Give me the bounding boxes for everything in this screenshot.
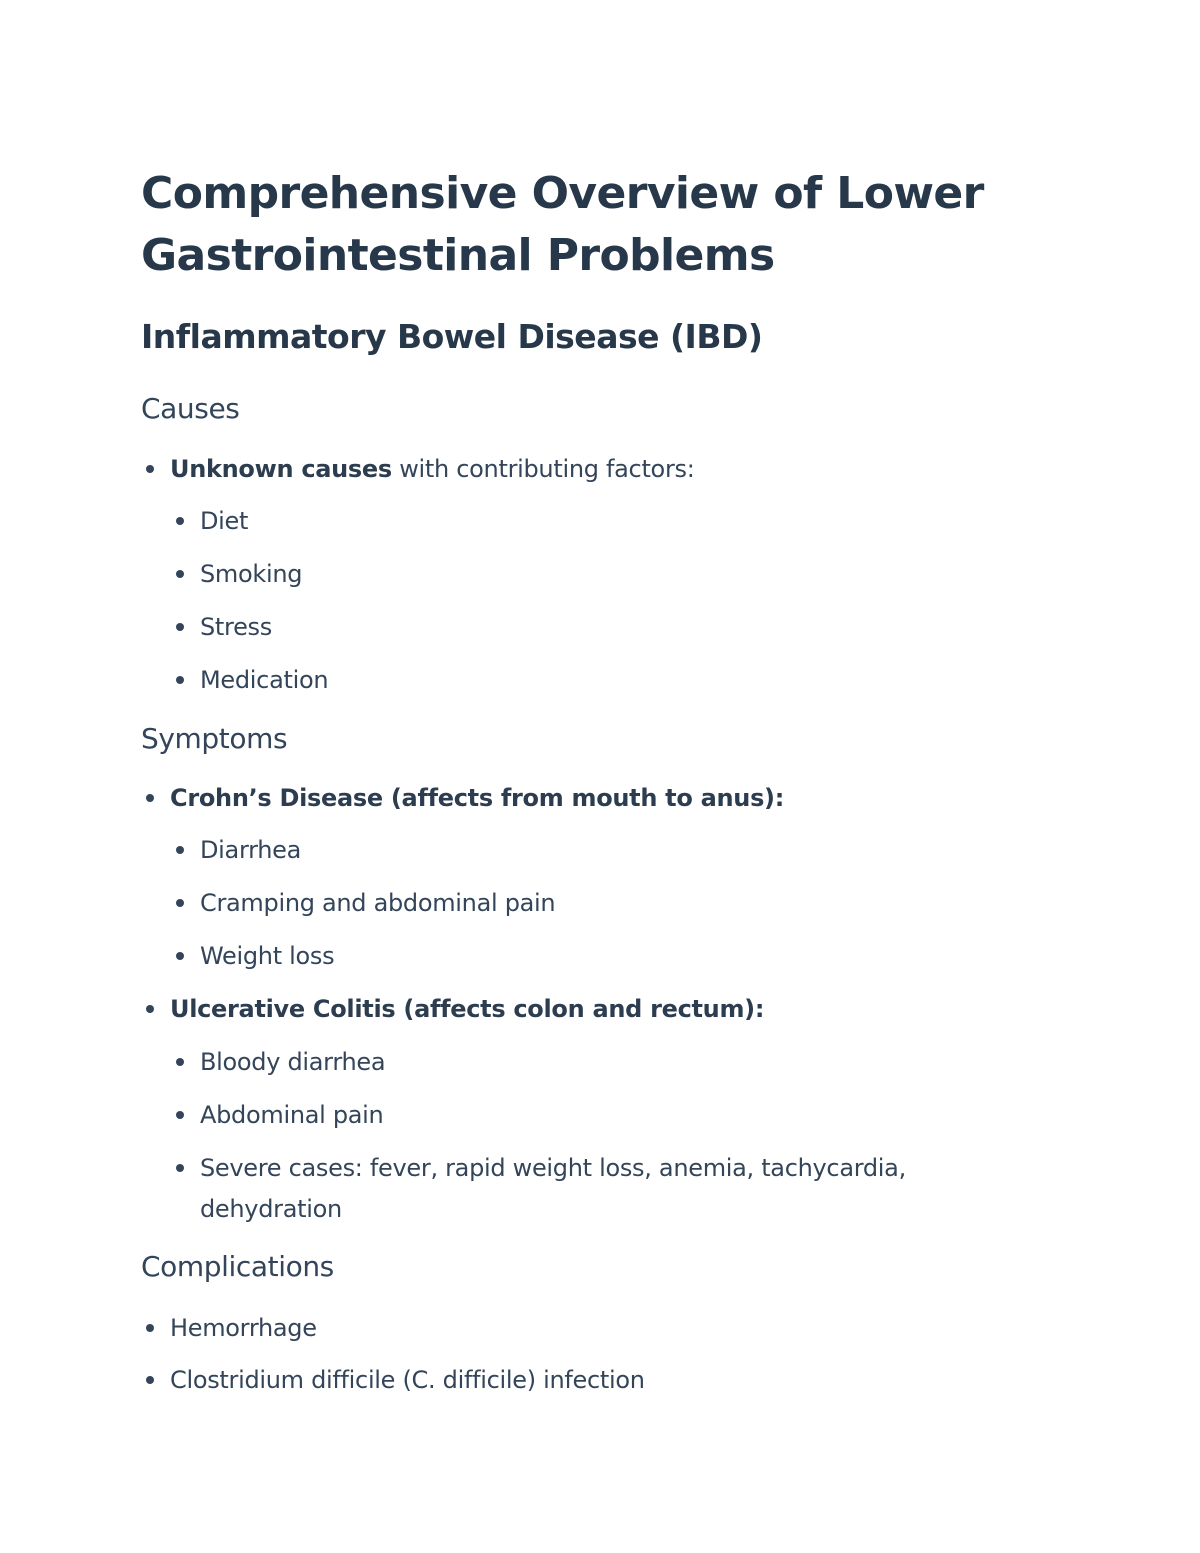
list-item-crohns (170, 778, 784, 819)
bullet-icon (176, 676, 184, 684)
list-item (200, 830, 301, 871)
crohns-symptom: Cramping and abdominal pain (200, 889, 556, 917)
unknown-causes-bold: Unknown causes (170, 455, 392, 483)
bullet-icon (176, 846, 184, 854)
list-item-unknown-causes (170, 449, 695, 490)
bullet-icon (176, 1058, 184, 1066)
list-item (170, 1308, 317, 1349)
list-item (200, 501, 248, 542)
list-item (200, 1095, 383, 1136)
uc-symptom: Severe cases: fever, rapid weight loss, anemia, tachycardia, dehydration (200, 1154, 906, 1223)
bullet-icon (176, 952, 184, 960)
complication: Hemorrhage (170, 1314, 317, 1342)
factor-diet: Diet (200, 507, 249, 535)
section-heading-ibd: Inflammatory Bowel Disease (IBD) (141, 317, 763, 356)
bullet-icon (146, 465, 154, 473)
list-item-ulcerative-colitis (170, 989, 764, 1030)
complication: Clostridium difficile (C. difficile) infection (170, 1366, 645, 1394)
bullet-icon (176, 623, 184, 631)
list-item (170, 1360, 645, 1401)
bullet-icon (146, 1324, 154, 1332)
bullet-icon (176, 1111, 184, 1119)
uc-label: Ulcerative Colitis (affects colon and rectum): (170, 995, 765, 1023)
crohns-label: Crohn’s Disease (affects from mouth to anus): (170, 784, 785, 812)
list-item (200, 883, 555, 924)
document-page (141, 163, 1041, 1394)
list-item (200, 607, 272, 648)
crohns-symptom: Diarrhea (200, 836, 302, 864)
uc-symptom: Abdominal pain (200, 1101, 384, 1129)
subheading-causes: Causes (141, 392, 240, 425)
list-item (200, 936, 334, 977)
bullet-icon (176, 570, 184, 578)
bullet-icon (146, 1376, 154, 1384)
bullet-icon (146, 794, 154, 802)
list-item (200, 554, 302, 595)
subheading-symptoms: Symptoms (141, 722, 288, 755)
bullet-icon (176, 517, 184, 525)
list-item (200, 1042, 385, 1083)
unknown-causes-rest: with contributing factors: (391, 455, 695, 483)
bullet-icon (176, 899, 184, 907)
crohns-symptom: Weight loss (200, 942, 335, 970)
list-item (200, 1148, 960, 1230)
subheading-complications: Complications (141, 1250, 334, 1283)
list-item (200, 660, 328, 701)
factor-smoking: Smoking (200, 560, 303, 588)
factor-medication: Medication (200, 666, 329, 694)
factor-stress: Stress (200, 613, 272, 641)
bullet-icon (176, 1164, 184, 1172)
uc-symptom: Bloody diarrhea (200, 1048, 386, 1076)
bullet-icon (146, 1005, 154, 1013)
document-title: Comprehensive Overview of Lower Gastrointestinal Problems (141, 168, 984, 281)
